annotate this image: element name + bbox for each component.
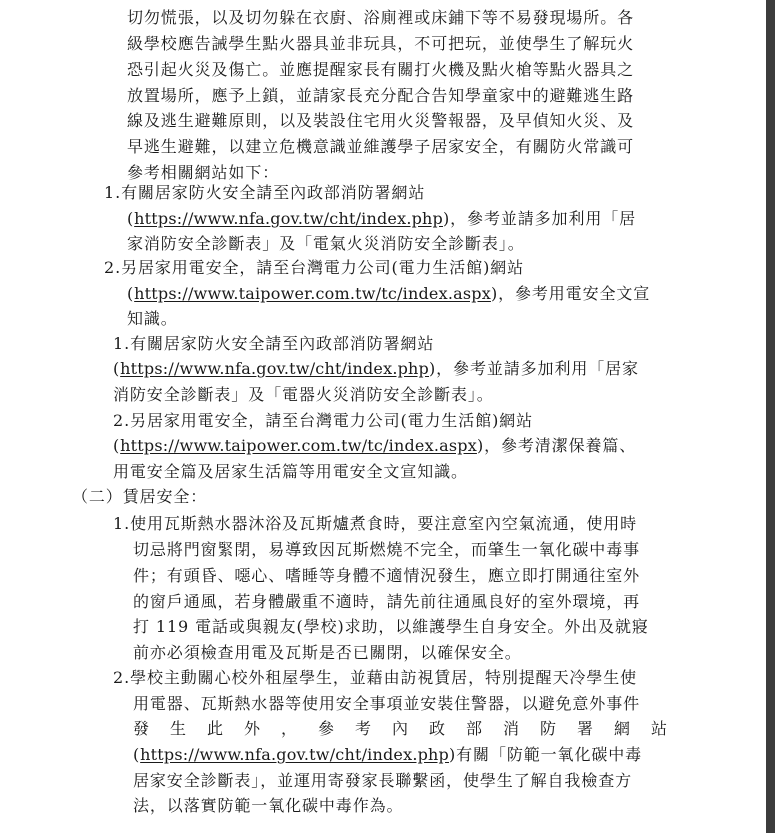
section2-item-1-line-2: 切忌將門窗緊閉，易導致因瓦斯燃燒不完全，而肇生一氧化碳中毒事	[133, 540, 641, 559]
section2-item-1-line-5: 打 119 電話或與親友(學校)求助，以維護學生自身安全。外出及就寢	[133, 617, 649, 636]
section2-item-2-line-2: 用電器、瓦斯熱水器等使用安全事項並安裝住警器，以避免意外事件	[133, 694, 641, 713]
intro-line-7: 參考相關網站如下：	[127, 163, 280, 182]
paren-open: (	[113, 436, 121, 455]
section2-item-2-line-5: 居家安全診斷表」，並運用寄發家長聯繫函，使學生了解自我檢查方	[133, 771, 633, 790]
list-b-item-2-line-1: 2.另居家用電安全，請至台灣電力公司(電力生活館)網站	[113, 411, 534, 430]
taipower-website-link[interactable]: https://www.taipower.com.tw/tc/index.aspx	[134, 284, 491, 303]
list-a-item-2-line-2-rest: )，參考用電安全文宣	[490, 284, 651, 303]
paren-open: (	[127, 284, 135, 303]
nfa-website-link[interactable]: https://www.nfa.gov.tw/cht/index.php	[120, 359, 430, 378]
intro-line-6: 早逃生避難，以建立危機意識並維護學子居家安全，有關防火常識可	[127, 137, 635, 156]
taipower-website-link[interactable]: https://www.taipower.com.tw/tc/index.aspx	[120, 436, 477, 455]
intro-line-1: 切勿慌張，以及切勿躲在衣廚、浴廁裡或床鋪下等不易發現場所。各	[127, 8, 635, 27]
viewer-edge	[766, 0, 775, 833]
section2-item-2-line-3: 發生此外，參考內政部消防署網站	[133, 719, 689, 738]
paren-open: (	[113, 359, 121, 378]
section2-item-1-line-1: 1.使用瓦斯熱水器沐浴及瓦斯爐煮食時，要注意室內空氣流通，使用時	[113, 514, 638, 533]
list-a-item-1-line-2-rest: )，參考並請多加利用「居	[443, 209, 637, 228]
paren-open: (	[127, 209, 135, 228]
intro-line-4: 放置場所，應予上鎖，並請家長充分配合告知學童家中的避難逃生路	[127, 86, 635, 105]
section2-item-2-line-4	[133, 745, 642, 765]
section2-item-2-line-4-rest: )有關「防範一氧化碳中毒	[449, 745, 643, 764]
list-a-item-2-line-3: 知識。	[127, 309, 178, 328]
section2-item-2-line-1: 2.學校主動關心校外租屋學生，並藉由訪視賃居，特別提醒天冷學生使	[113, 668, 638, 687]
list-a-item-1-line-1: 1.有關居家防火安全請至內政部消防署網站	[104, 183, 426, 202]
intro-line-3: 恐引起火災及傷亡。並應提醒家長有關打火機及點火槍等點火器具之	[127, 60, 635, 79]
nfa-website-link[interactable]: https://www.nfa.gov.tw/cht/index.php	[140, 745, 450, 764]
list-b-item-2-line-2-rest: )，參考清潔保養篇、	[476, 436, 637, 455]
list-b-item-1-line-1: 1.有關居家防火安全請至內政部消防署網站	[113, 334, 435, 353]
list-a-item-1-line-2	[127, 209, 636, 229]
intro-line-2: 級學校應告誡學生點火器具並非玩具，不可把玩，並使學生了解玩火	[127, 34, 635, 53]
list-b-item-1-line-2-rest: )，參考並請多加利用「居家	[429, 359, 639, 378]
section2-item-1-line-3: 件；有頭昏、噁心、嗜睡等身體不適情況發生，應立即打開通往室外	[133, 566, 641, 585]
section2-item-2-line-6: 法，以落實防範一氧化碳中毒作為。	[133, 796, 404, 815]
paren-open: (	[133, 745, 141, 764]
list-b-item-1-line-3: 消防安全診斷表」及「電器火災消防安全診斷表」。	[113, 385, 494, 404]
intro-line-5: 線及逃生避難原則，以及裝設住宅用火災警報器，及早偵知火災、及	[127, 111, 635, 130]
list-b-item-2-line-3: 用電安全篇及居家生活篇等用電安全文宣知識。	[113, 462, 468, 481]
section2-item-1-line-4: 的窗戶通風，若身體嚴重不適時，請先前往通風良好的室外環境，再	[133, 592, 641, 611]
list-b-item-2-line-2	[113, 436, 636, 456]
section2-item-1-line-6: 前亦必須檢查用電及瓦斯是否已關閉，以確保安全。	[133, 643, 522, 662]
nfa-website-link[interactable]: https://www.nfa.gov.tw/cht/index.php	[134, 209, 444, 228]
list-a-item-2-line-1: 2.另居家用電安全，請至台灣電力公司(電力生活館)網站	[104, 258, 525, 277]
list-a-item-2-line-2	[127, 284, 650, 304]
list-b-item-1-line-2	[113, 359, 639, 379]
list-a-item-1-line-3: 家消防安全診斷表」及「電氣火災消防安全診斷表」。	[127, 234, 525, 253]
section-heading: （二）賃居安全：	[72, 487, 208, 506]
